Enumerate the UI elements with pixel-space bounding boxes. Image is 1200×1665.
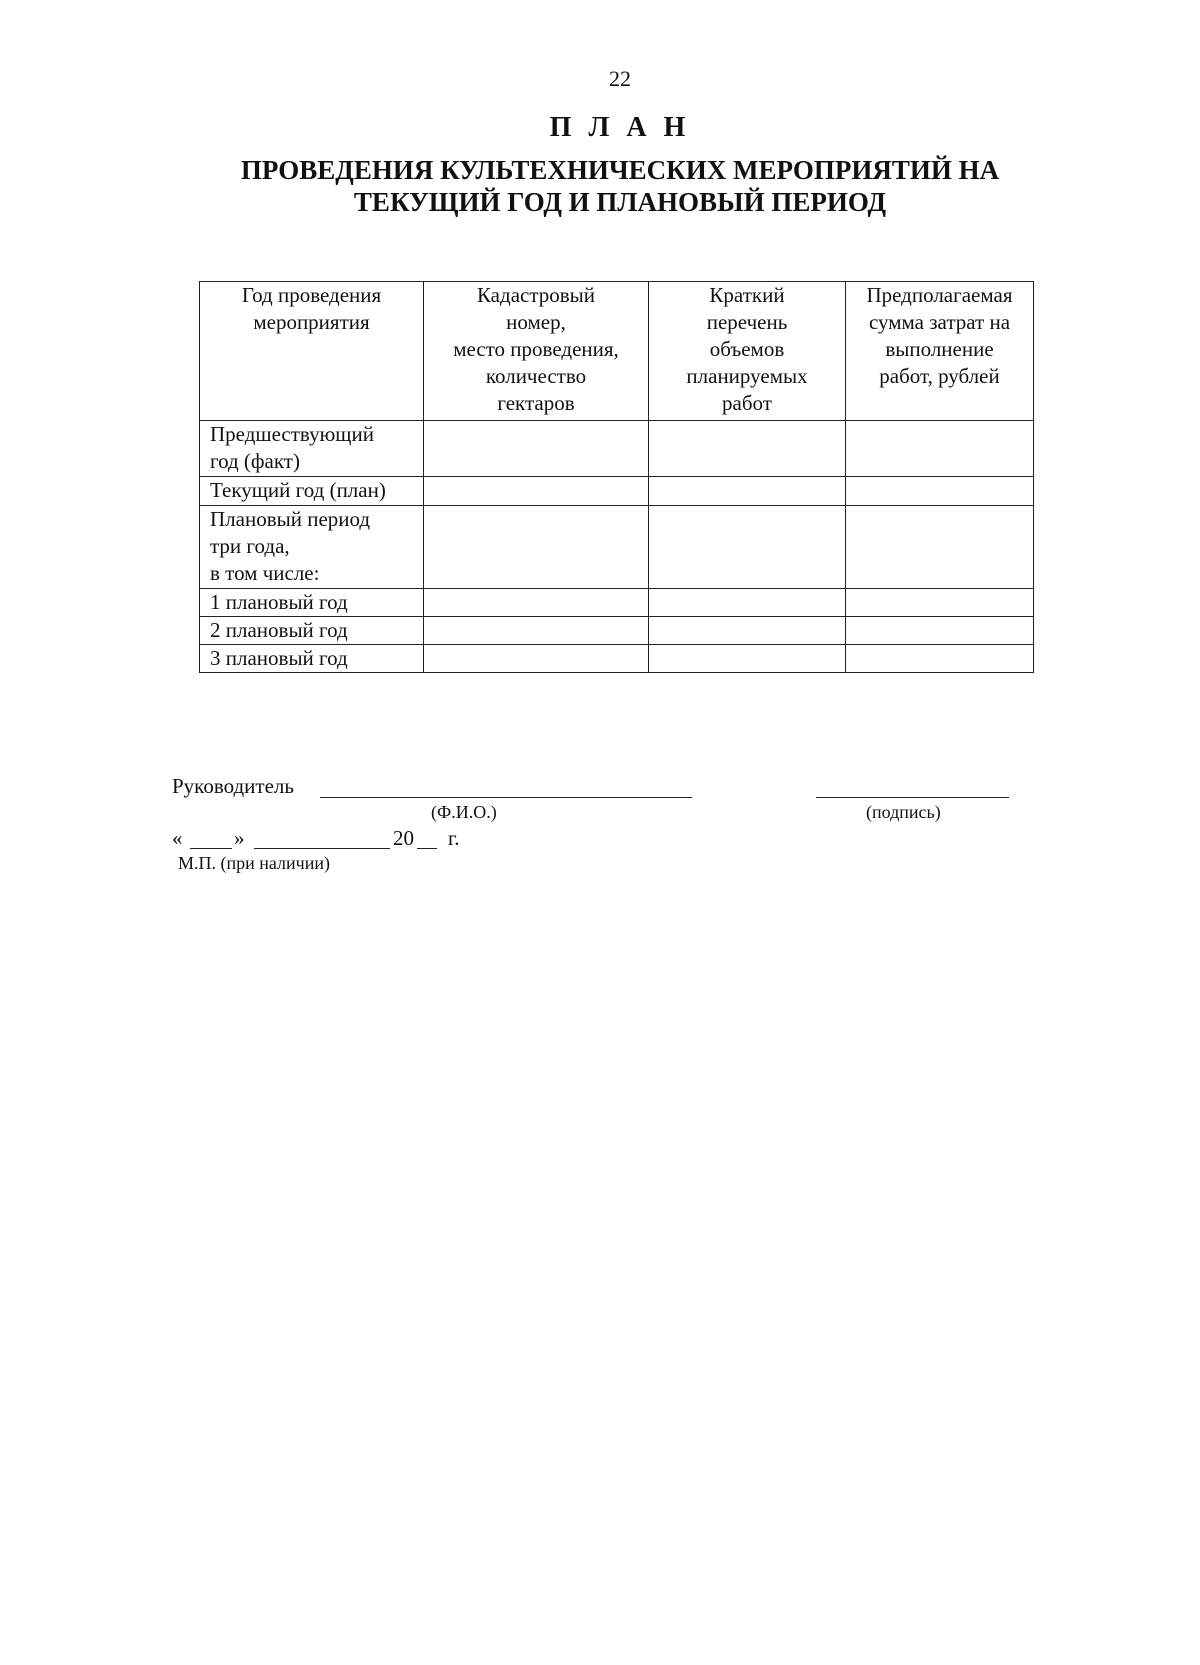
plan-table bbox=[199, 281, 1034, 673]
header-cost: Предполагаемая сумма затрат на выполнение работ, рублей bbox=[846, 282, 1034, 421]
row-label-plan-year-3: 3 плановый год bbox=[200, 645, 424, 673]
table-cell[interactable] bbox=[846, 506, 1034, 589]
page-number: 22 bbox=[609, 66, 631, 91]
year-suffix: г. bbox=[448, 826, 460, 850]
stamp-note: М.П. (при наличии) bbox=[178, 853, 330, 873]
table-cell[interactable] bbox=[846, 477, 1034, 506]
row-label-previous-year: Предшествующий год (факт) bbox=[200, 421, 424, 477]
document-subtitle bbox=[0, 154, 1200, 218]
table-cell[interactable] bbox=[424, 506, 649, 589]
row-label-plan-year-2: 2 плановый год bbox=[200, 617, 424, 645]
row-label-plan-year-1: 1 плановый год bbox=[200, 589, 424, 617]
row-label-planning-period: Плановый период три года, в том числе: bbox=[200, 506, 424, 589]
table-cell[interactable] bbox=[846, 617, 1034, 645]
subtitle-line-1: ПРОВЕДЕНИЯ КУЛЬТЕХНИЧЕСКИХ МЕРОПРИЯТИЙ НА bbox=[240, 155, 1000, 185]
table-header-row bbox=[200, 282, 1034, 421]
month-line[interactable] bbox=[254, 826, 390, 849]
fio-caption: (Ф.И.О.) bbox=[431, 802, 497, 822]
date-open-quote: « bbox=[172, 826, 183, 850]
header-cadastral: Кадастровый номер, место проведения, количество гектаров bbox=[424, 282, 649, 421]
table-row bbox=[200, 477, 1034, 506]
table-row bbox=[200, 589, 1034, 617]
header-works: Краткий перечень объемов планируемых работ bbox=[649, 282, 846, 421]
table-cell[interactable] bbox=[649, 506, 846, 589]
table-cell[interactable] bbox=[649, 645, 846, 673]
table-cell[interactable] bbox=[846, 589, 1034, 617]
year-line[interactable] bbox=[417, 826, 437, 849]
table-cell[interactable] bbox=[649, 589, 846, 617]
day-line[interactable] bbox=[190, 826, 232, 849]
table-cell[interactable] bbox=[846, 645, 1034, 673]
subtitle-line-2: ТЕКУЩИЙ ГОД И ПЛАНОВЫЙ ПЕРИОД bbox=[353, 187, 887, 217]
table-cell[interactable] bbox=[424, 645, 649, 673]
date-close-quote: » bbox=[234, 826, 245, 850]
table-row bbox=[200, 617, 1034, 645]
year-prefix: 20 bbox=[393, 826, 414, 850]
table-cell[interactable] bbox=[424, 617, 649, 645]
table-cell[interactable] bbox=[424, 589, 649, 617]
row-label-current-year: Текущий год (план) bbox=[200, 477, 424, 506]
table-row bbox=[200, 421, 1034, 477]
document-title: П Л А Н bbox=[549, 112, 691, 143]
signature-caption: (подпись) bbox=[866, 802, 941, 822]
table-cell[interactable] bbox=[649, 421, 846, 477]
table-cell[interactable] bbox=[424, 421, 649, 477]
signature-line[interactable] bbox=[816, 776, 1009, 798]
table-cell[interactable] bbox=[424, 477, 649, 506]
fio-line[interactable] bbox=[320, 776, 692, 798]
table-cell[interactable] bbox=[649, 477, 846, 506]
table-row bbox=[200, 506, 1034, 589]
leader-label: Руководитель bbox=[172, 774, 294, 798]
header-year: Год проведения мероприятия bbox=[200, 282, 424, 421]
table-row bbox=[200, 645, 1034, 673]
table-cell[interactable] bbox=[649, 617, 846, 645]
table-cell[interactable] bbox=[846, 421, 1034, 477]
